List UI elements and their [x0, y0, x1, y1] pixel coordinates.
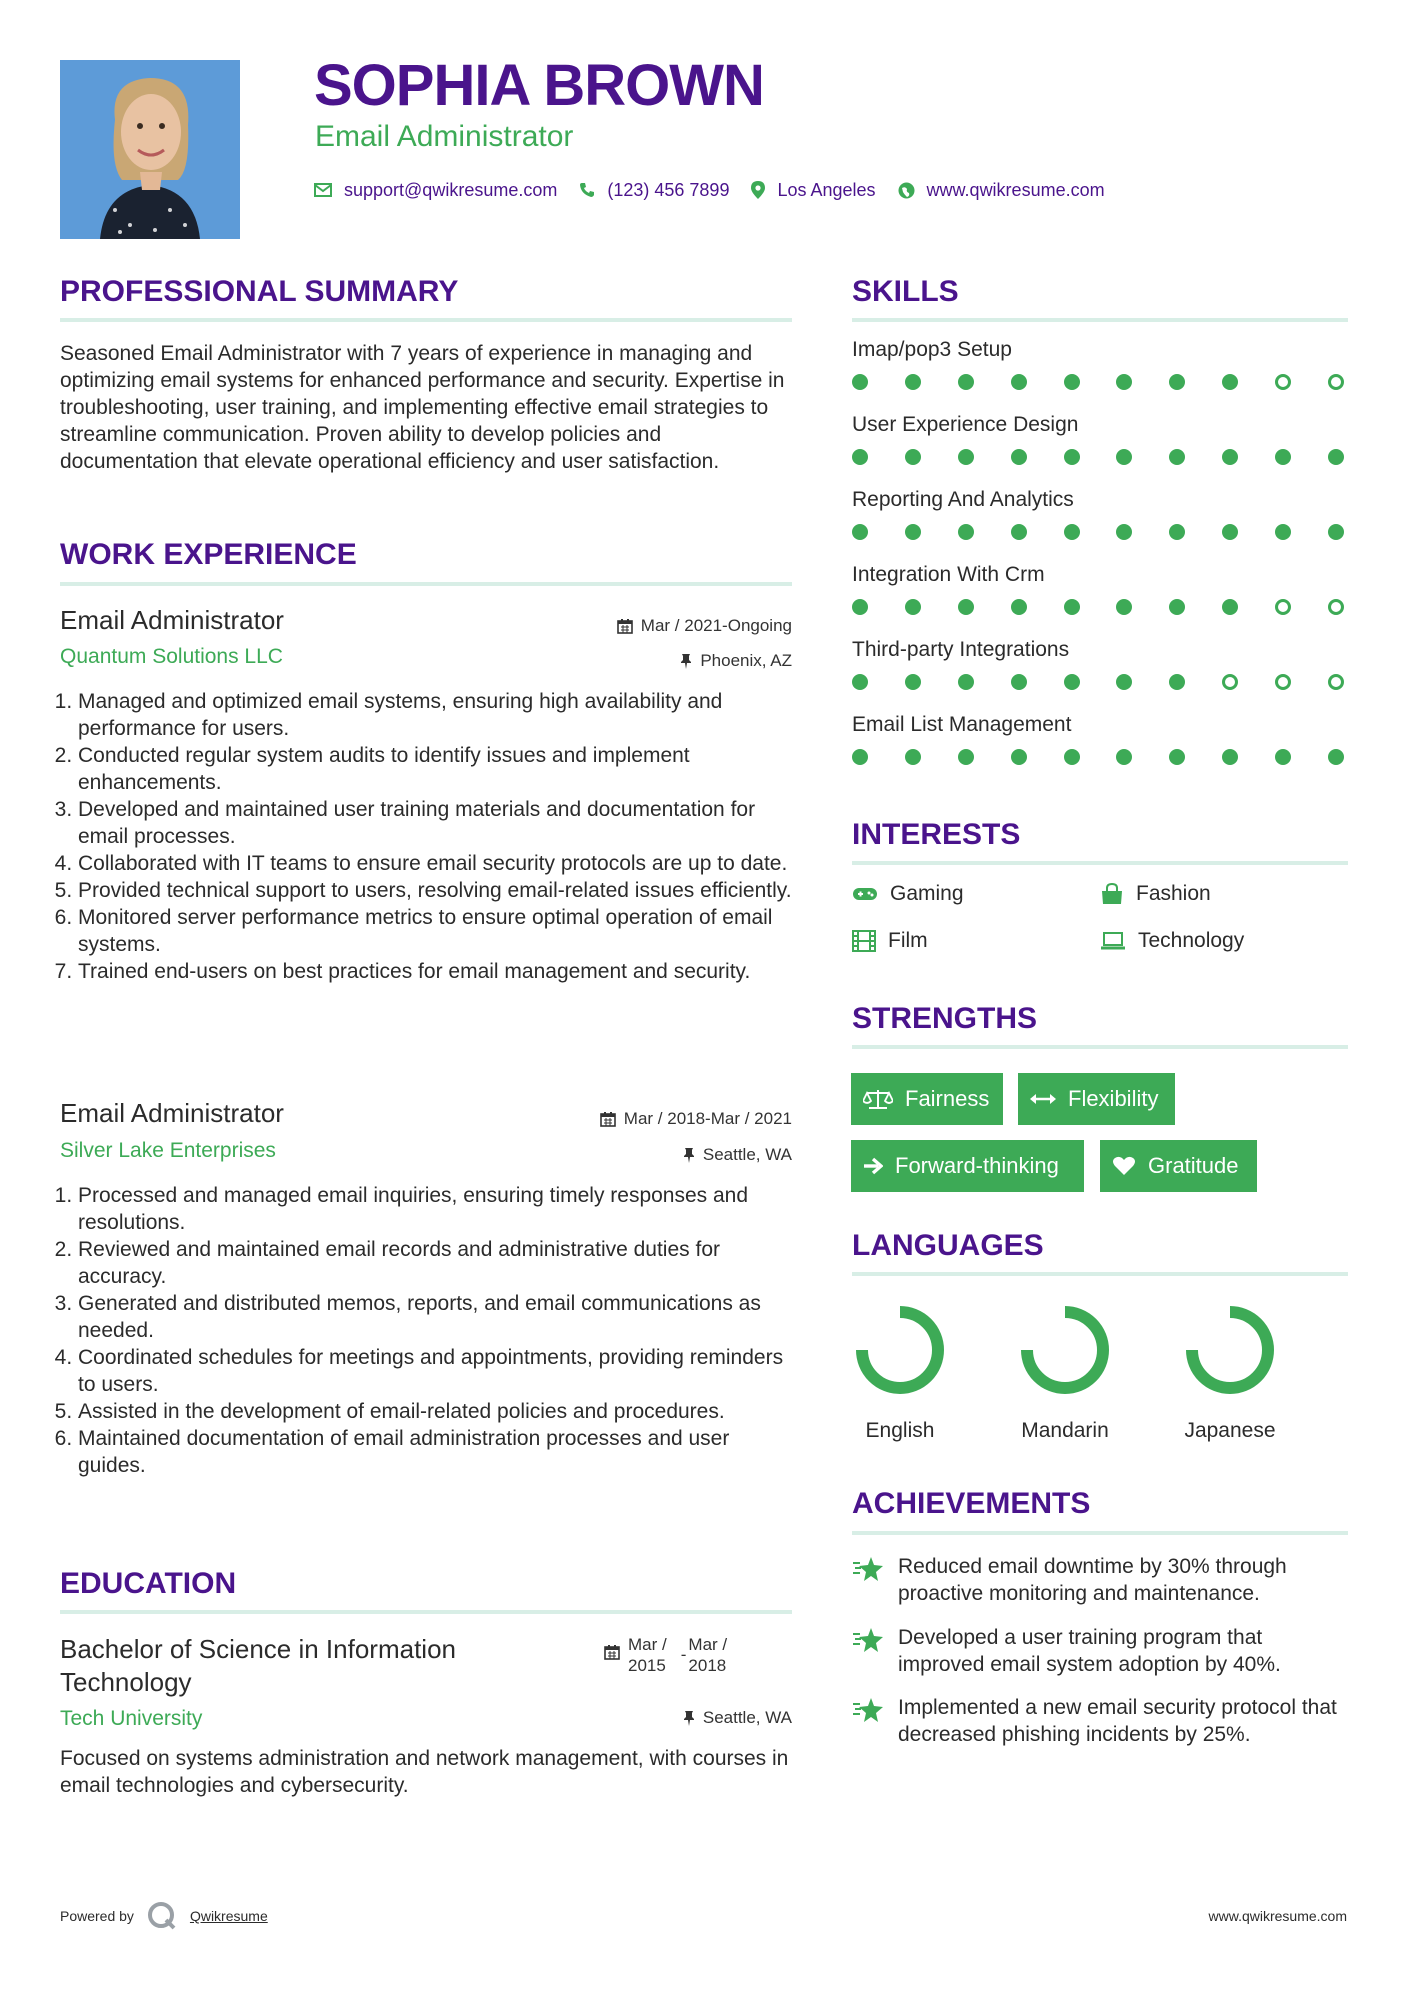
language-item — [985, 1300, 1145, 1443]
trophy-star-icon — [852, 1555, 884, 1583]
rating-dot-filled — [1169, 449, 1185, 465]
skill-name: Integration With Crm — [852, 563, 1045, 586]
brand-link[interactable]: Qwikresume — [189, 1908, 268, 1924]
pushpin-icon — [683, 1147, 695, 1163]
arrows-horizontal-icon — [1030, 1092, 1056, 1106]
end-date-month: Mar / — [688, 1635, 728, 1654]
rating-dot-filled — [1222, 449, 1238, 465]
list-item: 6. Maintained documentation of email administration processes and user guides. — [78, 1425, 792, 1479]
strength-badge — [851, 1140, 1084, 1192]
contact-location — [751, 180, 875, 201]
languages-divider — [852, 1272, 1348, 1276]
profile-photo — [60, 60, 240, 239]
skill-rating — [852, 374, 1344, 390]
rating-dot-empty — [1328, 674, 1344, 690]
rating-dot-filled — [852, 449, 868, 465]
rating-dot-filled — [1275, 749, 1291, 765]
rating-dot-filled — [1011, 599, 1027, 615]
rating-dot-filled — [1169, 599, 1185, 615]
rating-dot-filled — [958, 599, 974, 615]
rating-dot-empty — [1275, 674, 1291, 690]
contact-phone[interactable] — [579, 180, 729, 201]
skills-heading: SKILLS — [852, 275, 959, 308]
skill-item — [852, 488, 1344, 540]
education-dates — [604, 1634, 727, 1676]
skill-rating — [852, 599, 1344, 615]
job-location-text: Seattle, WA — [702, 1145, 792, 1164]
rating-dot-filled — [1064, 374, 1080, 390]
gamepad-icon — [852, 886, 878, 902]
rating-dot-filled — [1011, 524, 1027, 540]
language-item — [820, 1300, 980, 1443]
laptop-icon — [1100, 931, 1126, 951]
skill-name: Email List Management — [852, 713, 1072, 736]
skill-item — [852, 563, 1344, 615]
rating-dot-filled — [1064, 449, 1080, 465]
rating-dot-filled — [958, 449, 974, 465]
rating-dot-filled — [852, 599, 868, 615]
strength-label: Gratitude — [1148, 1153, 1239, 1178]
rating-dot-filled — [1116, 749, 1132, 765]
rating-dot-filled — [905, 674, 921, 690]
skill-rating — [852, 674, 1344, 690]
balance-scale-icon — [863, 1088, 893, 1110]
skill-item — [852, 713, 1344, 765]
interest-label: Technology — [1138, 929, 1245, 952]
rating-dot-filled — [1064, 524, 1080, 540]
rating-dot-filled — [905, 749, 921, 765]
rating-dot-empty — [1328, 599, 1344, 615]
achievement-text: Reduced email downtime by 30% through proactive monitoring and maintenance. — [898, 1555, 1287, 1605]
job-company: Silver Lake Enterprises — [60, 1139, 276, 1162]
skill-name: Imap/pop3 Setup — [852, 338, 1012, 361]
job-dates — [480, 616, 792, 636]
rating-dot-filled — [1064, 674, 1080, 690]
powered-by-text: Powered by — [60, 1908, 134, 1924]
strength-badge — [1018, 1073, 1175, 1125]
language-name: English — [865, 1419, 935, 1442]
rating-dot-filled — [958, 524, 974, 540]
rating-dot-filled — [1328, 749, 1344, 765]
footer-website[interactable]: www.qwikresume.com — [1208, 1908, 1347, 1924]
experience-heading: WORK EXPERIENCE — [60, 538, 357, 571]
phone-text: (123) 456 7899 — [607, 179, 730, 200]
list-item: 2. Conducted regular system audits to identify issues and implement enhancements. — [78, 742, 792, 796]
rating-dot-filled — [958, 749, 974, 765]
contact-email[interactable] — [314, 180, 557, 201]
trophy-star-icon — [852, 1696, 884, 1724]
rating-dot-filled — [1222, 749, 1238, 765]
rating-dot-filled — [958, 674, 974, 690]
rating-dot-filled — [852, 674, 868, 690]
rating-dot-filled — [1116, 374, 1132, 390]
rating-dot-filled — [1116, 599, 1132, 615]
rating-dot-filled — [958, 374, 974, 390]
achievements-heading: ACHIEVEMENTS — [852, 1487, 1091, 1520]
list-item: 1. Managed and optimized email systems, ensuring high availability and performance for users. — [78, 688, 792, 742]
phone-icon — [579, 182, 595, 198]
rating-dot-filled — [1169, 674, 1185, 690]
language-proficiency-ring — [985, 1300, 1145, 1400]
email-text: support@qwikresume.com — [344, 179, 558, 200]
summary-text: Seasoned Email Administrator with 7 years of experience in managing and optimizing email systems for enhanced performance and security. Expertise in troubleshooting, user training, and implementing effective email strategies to streamline communication. Proven ability to develop policies and documentation that elevate operational efficiency and user satisfaction. — [60, 342, 785, 473]
rating-dot-filled — [1275, 449, 1291, 465]
location-text: Los Angeles — [777, 179, 876, 200]
summary-heading: PROFESSIONAL SUMMARY — [60, 275, 459, 308]
start-date-year: 2015 — [628, 1656, 666, 1675]
rating-dot-filled — [905, 599, 921, 615]
list-item: 3. Generated and distributed memos, reports, and email communications as needed. — [78, 1290, 792, 1344]
list-item: 1. Processed and managed email inquiries, ensuring timely responses and resolutions. — [78, 1182, 792, 1236]
rating-dot-empty — [1222, 674, 1238, 690]
rating-dot-filled — [1275, 524, 1291, 540]
strength-label: Fairness — [905, 1086, 990, 1111]
contact-website[interactable] — [898, 180, 1105, 201]
achievement-item — [852, 1624, 1348, 1678]
language-item — [1150, 1300, 1310, 1443]
interest-item — [852, 882, 964, 906]
job-title: Email Administrator — [60, 605, 284, 635]
education-description: Focused on systems administration and network management, with courses in email technologies and cybersecurity. — [60, 1747, 789, 1797]
achievement-text: Implemented a new email security protocol that decreased phishing incidents by 25%. — [898, 1696, 1337, 1746]
end-date-year: 2018 — [688, 1656, 727, 1675]
list-item: 7. Trained end-users on best practices for email management and security. — [78, 958, 792, 985]
list-item: 2. Reviewed and maintained email records and administrative duties for accuracy. — [78, 1236, 792, 1290]
job-location-text: Phoenix, AZ — [700, 651, 792, 670]
skill-item — [852, 338, 1344, 390]
job-location — [480, 651, 792, 671]
skill-rating — [852, 749, 1344, 765]
skill-rating — [852, 449, 1344, 465]
strength-badge — [1100, 1140, 1257, 1192]
education-location — [480, 1708, 792, 1728]
rating-dot-filled — [1116, 674, 1132, 690]
date-separator: - — [680, 1645, 687, 1664]
achievement-text: Developed a user training program that improved email system adoption by 40%. — [898, 1626, 1281, 1676]
candidate-title: Email Administrator — [315, 120, 574, 153]
list-item: 6. Monitored server performance metrics to ensure optimal operation of email systems. — [78, 904, 792, 958]
languages-list — [820, 1300, 1350, 1450]
rating-dot-filled — [1116, 524, 1132, 540]
list-item: 5. Provided technical support to users, resolving email-related issues efficiently. — [78, 877, 792, 904]
job-title: Email Administrator — [60, 1098, 284, 1128]
rating-dot-filled — [905, 524, 921, 540]
job-company: Quantum Solutions LLC — [60, 645, 283, 668]
languages-heading: LANGUAGES — [852, 1229, 1044, 1262]
experience-divider — [60, 582, 792, 586]
skill-name: Reporting And Analytics — [852, 488, 1074, 511]
strengths-divider — [852, 1045, 1348, 1049]
candidate-name: SOPHIA BROWN — [314, 53, 764, 118]
rating-dot-filled — [1011, 449, 1027, 465]
strength-label: Forward-thinking — [895, 1153, 1059, 1178]
website-text: www.qwikresume.com — [926, 179, 1105, 200]
education-heading: EDUCATION — [60, 1567, 237, 1600]
list-item: 4. Collaborated with IT teams to ensure email security protocols are up to date. — [78, 850, 792, 877]
rating-dot-filled — [1011, 749, 1027, 765]
calendar-icon — [617, 618, 633, 634]
rating-dot-filled — [1116, 449, 1132, 465]
calendar-icon — [600, 1111, 616, 1127]
job-duties-list — [60, 1182, 792, 1479]
skill-name: User Experience Design — [852, 413, 1079, 436]
school-name: Tech University — [60, 1707, 203, 1730]
pushpin-icon — [680, 653, 692, 669]
interest-item — [1100, 882, 1211, 906]
rating-dot-filled — [1064, 599, 1080, 615]
rating-dot-filled — [1328, 524, 1344, 540]
calendar-icon — [604, 1644, 620, 1660]
trophy-star-icon — [852, 1626, 884, 1654]
rating-dot-filled — [852, 749, 868, 765]
interest-item — [852, 929, 928, 953]
degree-line: Bachelor of Science in Information — [60, 1634, 456, 1664]
strengths-heading: STRENGTHS — [852, 1002, 1038, 1035]
job-dates-text: Mar / 2018-Mar / 2021 — [623, 1109, 792, 1128]
interest-label: Gaming — [890, 882, 964, 905]
footer-powered-by — [60, 1900, 268, 1932]
rating-dot-filled — [852, 374, 868, 390]
rating-dot-filled — [1222, 599, 1238, 615]
job-dates — [480, 1109, 792, 1129]
rating-dot-empty — [1328, 374, 1344, 390]
achievement-item — [852, 1694, 1348, 1748]
skills-divider — [852, 318, 1348, 322]
rating-dot-filled — [1169, 749, 1185, 765]
interest-label: Fashion — [1136, 882, 1211, 905]
rating-dot-filled — [852, 524, 868, 540]
job-location — [480, 1145, 792, 1165]
heart-icon — [1112, 1156, 1136, 1176]
rating-dot-filled — [1169, 374, 1185, 390]
rating-dot-filled — [1328, 449, 1344, 465]
language-arc — [862, 1312, 938, 1388]
job-dates-text: Mar / 2021-Ongoing — [640, 616, 792, 635]
rating-dot-filled — [1011, 374, 1027, 390]
summary-divider — [60, 318, 792, 322]
rating-dot-filled — [905, 449, 921, 465]
skill-item — [852, 413, 1344, 465]
list-item: 5. Assisted in the development of email-related policies and procedures. — [78, 1398, 792, 1425]
skill-item — [852, 638, 1344, 690]
qwikresume-logo-icon — [146, 1900, 178, 1932]
degree-line: Technology — [60, 1667, 192, 1697]
film-icon — [852, 930, 876, 952]
education-location-text: Seattle, WA — [702, 1708, 792, 1727]
achievement-item — [852, 1553, 1348, 1607]
map-marker-icon — [751, 181, 765, 199]
rating-dot-empty — [1275, 599, 1291, 615]
start-date-month: Mar / — [628, 1635, 667, 1654]
rating-dot-empty — [1275, 374, 1291, 390]
contact-bar — [314, 178, 1127, 202]
rating-dot-filled — [1064, 749, 1080, 765]
skill-rating — [852, 524, 1344, 540]
strength-badge — [851, 1073, 1003, 1125]
degree-title — [60, 1633, 456, 1699]
language-name: Mandarin — [1021, 1419, 1109, 1442]
rating-dot-filled — [1222, 524, 1238, 540]
education-divider — [60, 1610, 792, 1614]
rating-dot-filled — [1169, 524, 1185, 540]
interests-heading: INTERESTS — [852, 818, 1021, 851]
strength-label: Flexibility — [1068, 1086, 1159, 1111]
arrow-right-icon — [863, 1157, 883, 1175]
language-name: Japanese — [1184, 1419, 1276, 1442]
shopping-bag-icon — [1100, 883, 1124, 905]
language-proficiency-ring — [1150, 1300, 1310, 1400]
rating-dot-filled — [905, 374, 921, 390]
rating-dot-filled — [1011, 674, 1027, 690]
pushpin-icon — [683, 1710, 695, 1726]
interest-label: Film — [888, 929, 928, 952]
list-item: 3. Developed and maintained user training materials and documentation for email processes. — [78, 796, 792, 850]
rating-dot-filled — [1222, 374, 1238, 390]
language-arc — [1192, 1312, 1268, 1388]
globe-icon — [898, 182, 915, 199]
interest-item — [1100, 929, 1244, 953]
language-arc — [1027, 1312, 1103, 1388]
language-proficiency-ring — [820, 1300, 980, 1400]
envelope-icon — [314, 183, 332, 197]
list-item: 4. Coordinated schedules for meetings and appointments, providing reminders to users. — [78, 1344, 792, 1398]
job-duties-list — [60, 688, 792, 985]
skill-name: Third-party Integrations — [852, 638, 1070, 661]
achievements-divider — [852, 1531, 1348, 1535]
interests-divider — [852, 861, 1348, 865]
